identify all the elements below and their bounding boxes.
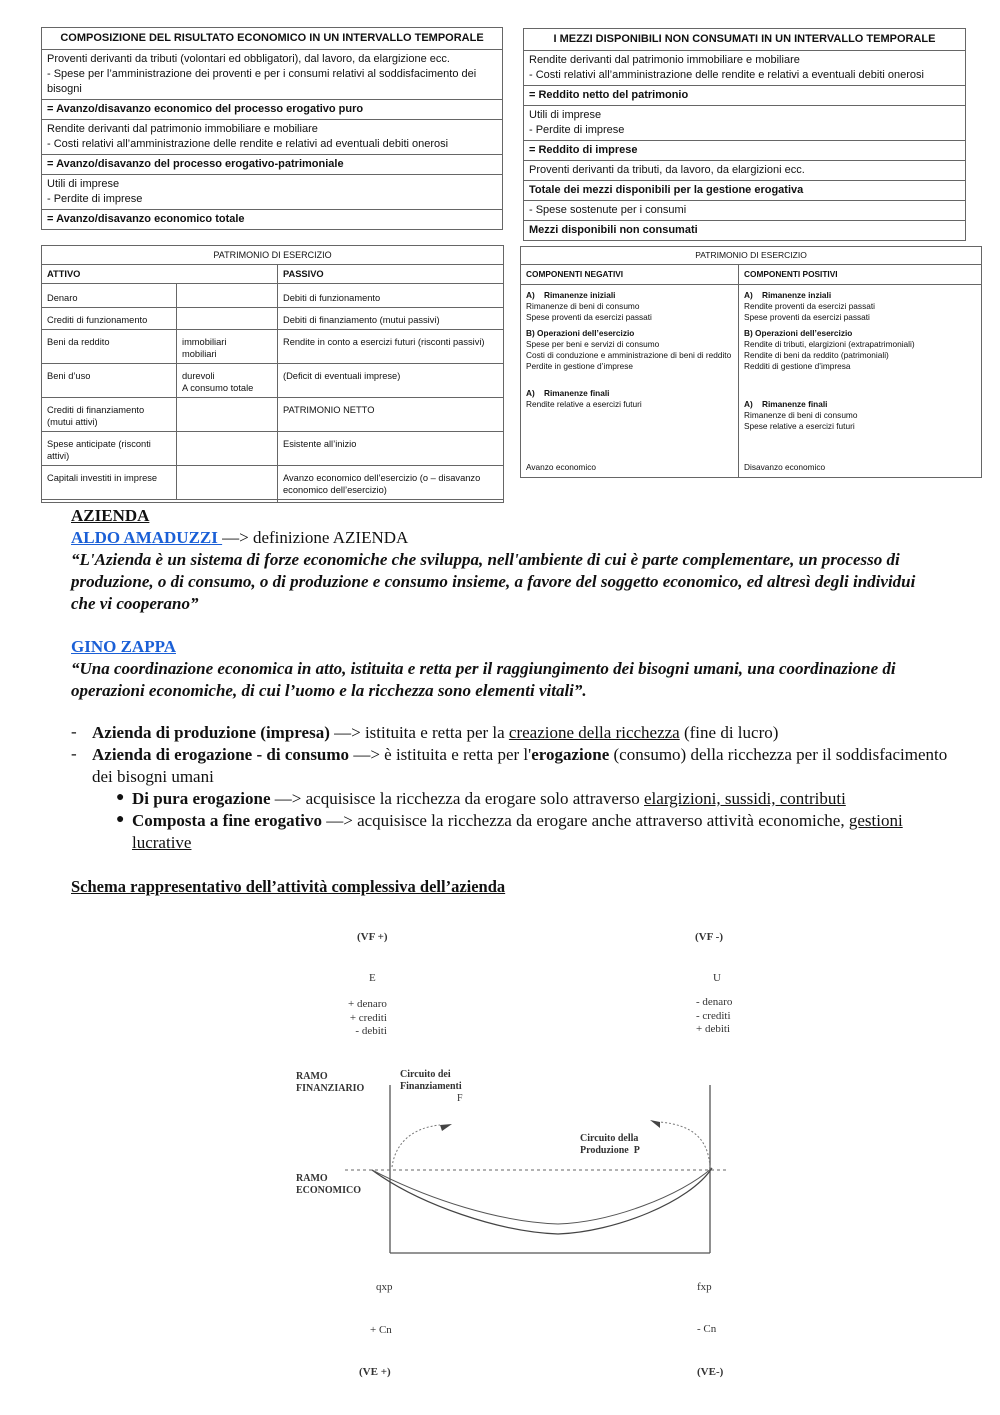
azienda-heading: AZIENDA bbox=[71, 506, 150, 525]
amaduzzi-quote: “L'Azienda è un sistema di forze economiche che sviluppa, nell'ambiente di cui è parte complementare, un processo di produzione, o di consumo, o di produzione e consumo insieme, a favore del soggetto economico, ed altresì degli individui che vi cooperano” bbox=[71, 550, 916, 613]
table-cell: = Avanzo/disavanzo economico del processo erogativo puro bbox=[42, 100, 503, 120]
circuito-produzione-label: Circuito della Produzione P bbox=[580, 1133, 640, 1156]
table-cell: immobiliari mobiliari bbox=[177, 330, 278, 364]
disavanzo-label: Disavanzo economico bbox=[744, 462, 826, 472]
passivo-header: PASSIVO bbox=[278, 265, 504, 284]
table-cell: Mezzi disponibili non consumati bbox=[524, 221, 966, 241]
table-cell: = Reddito di imprese bbox=[524, 141, 966, 161]
table-cell: PATRIMONIO NETTO bbox=[278, 398, 504, 432]
section-head: A) Rimanenze finali bbox=[744, 399, 828, 409]
right-list: - denaro - crediti + debiti bbox=[696, 996, 733, 1035]
bullet-dot: ● bbox=[116, 812, 125, 827]
table-cell: = Avanzo/disavanzo economico totale bbox=[42, 210, 503, 230]
table-cell: Rendite derivanti dal patrimonio immobiliare e mobiliare - Costi relativi all’amministrazione delle rendite e relativi ad eventuali debiti onerosi bbox=[42, 120, 503, 155]
section-lines: Rimanenze di beni di consumo Spese proventi da esercizi passati bbox=[526, 301, 652, 322]
dash-bullet: - bbox=[71, 744, 77, 763]
table-cell: Spese anticipate (risconti attivi) bbox=[42, 432, 177, 466]
table-cell: (Deficit di eventuali imprese) bbox=[278, 364, 504, 398]
production-arrow-head bbox=[650, 1120, 660, 1128]
table-cell: Rendite derivanti dal patrimonio immobiliare e mobiliare - Costi relativi all’amministrazione delle rendite e relativi a eventuali debiti onerosi bbox=[524, 51, 966, 86]
left-list: + denaro + crediti - debiti bbox=[348, 998, 387, 1037]
minus-cn-label: - Cn bbox=[697, 1323, 717, 1335]
dash-bullet: - bbox=[71, 722, 77, 741]
e-label: E bbox=[369, 972, 376, 984]
vf-minus-label: (VF -) bbox=[695, 931, 723, 943]
section-lines: Rendite proventi da esercizi passati Spese proventi da esercizi passati bbox=[744, 301, 875, 322]
table-cell: Utili di imprese - Perdite di imprese bbox=[524, 106, 966, 141]
table-cell: Debiti di finanziamento (mutui passivi) bbox=[278, 308, 504, 330]
vf-plus-label: (VF +) bbox=[357, 931, 388, 943]
list-item-pura-erogazione: Di pura erogazione —> acquisisce la ricchezza da erogare solo attraverso elargizioni, sussidi, contributi bbox=[132, 789, 846, 808]
table-cell: Crediti di funzionamento bbox=[42, 308, 177, 330]
table-cell: durevoli A consumo totale bbox=[177, 364, 278, 398]
section-head: A) Rimanenze iniziali bbox=[526, 290, 616, 300]
bullet-dot: ● bbox=[116, 790, 125, 805]
zappa-quote: “Una coordinazione economica in atto, istituita e retta per il raggiungimento dei bisogni umani, una coordinazione di operazioni economiche, di cui l’uomo e la ricchezza sono elementi vitali”. bbox=[71, 659, 896, 700]
qxp-label: qxp bbox=[376, 1281, 393, 1293]
table-title: PATRIMONIO DI ESERCIZIO bbox=[42, 246, 504, 265]
table-cell: Avanzo economico dell’esercizio (o – disavanzo economico dell’esercizio) bbox=[278, 466, 504, 500]
table-title: PATRIMONIO DI ESERCIZIO bbox=[521, 247, 982, 265]
table-cell: Rendite in conto a esercizi futuri (risconti passivi) bbox=[278, 330, 504, 364]
table-cell: Proventi derivanti da tributi, da lavoro, da elargizioni ecc. bbox=[524, 161, 966, 181]
attivo-header: ATTIVO bbox=[42, 265, 278, 284]
table-cell: Beni d’uso bbox=[42, 364, 177, 398]
production-curve-inner bbox=[372, 1168, 712, 1224]
f-label: F bbox=[457, 1093, 463, 1104]
table-cell: Utili di imprese - Perdite di imprese bbox=[42, 175, 503, 210]
table-cell: = Reddito netto del patrimonio bbox=[524, 86, 966, 106]
circuito-finanziamenti-label: Circuito dei Finanziamenti bbox=[400, 1069, 462, 1092]
fxp-label: fxp bbox=[697, 1281, 712, 1293]
table-title: COMPOSIZIONE DEL RISULTATO ECONOMICO IN UN INTERVALLO TEMPORALE bbox=[42, 28, 503, 50]
list-item-produzione: Azienda di produzione (impresa) —> istituita e retta per la creazione della ricchezza (fine di lucro) bbox=[92, 723, 779, 742]
ve-minus-label: (VE-) bbox=[697, 1366, 724, 1378]
positivi-header: COMPONENTI POSITIVI bbox=[739, 265, 982, 285]
avanzo-label: Avanzo economico bbox=[526, 462, 596, 472]
amaduzzi-link[interactable]: ALDO AMADUZZI bbox=[71, 528, 223, 547]
table-cell: Esistente all’inizio bbox=[278, 432, 504, 466]
section-lines: Rendite relative a esercizi futuri bbox=[526, 399, 642, 409]
definition-label: —> definizione AZIENDA bbox=[222, 528, 409, 547]
section-lines: Rimanenze di beni di consumo Spese relative a esercizi futuri bbox=[744, 410, 858, 431]
financing-arc bbox=[392, 1125, 440, 1167]
table-cell: Debiti di funzionamento bbox=[278, 284, 504, 308]
financing-arrow-head bbox=[440, 1124, 452, 1131]
table-cell: Beni da reddito bbox=[42, 330, 177, 364]
ve-plus-label: (VE +) bbox=[359, 1366, 391, 1378]
table-cell: = Avanzo/disavanzo del processo erogativo-patrimoniale bbox=[42, 155, 503, 175]
table-cell: Crediti di finanziamento (mutui attivi) bbox=[42, 398, 177, 432]
table-title: I MEZZI DISPONIBILI NON CONSUMATI IN UN INTERVALLO TEMPORALE bbox=[524, 29, 966, 51]
table-cell: Proventi derivanti da tributi (volontari ed obbligatori), dal lavoro, da elargizione ecc. - Spese per l’amministrazione dei proventi e per i consumi relativi al soddisfacimento dei bisogni bbox=[42, 50, 503, 100]
table-cell: Denaro bbox=[42, 284, 177, 308]
u-label: U bbox=[713, 972, 721, 984]
negativi-header: COMPONENTI NEGATIVI bbox=[521, 265, 739, 285]
zappa-link[interactable]: GINO ZAPPA bbox=[71, 637, 176, 656]
table-cell: Totale dei mezzi disponibili per la gestione erogativa bbox=[524, 181, 966, 201]
ramo-economico-label: RAMO ECONOMICO bbox=[296, 1173, 361, 1196]
list-item-erogazione: Azienda di erogazione - di consumo —> è istituita e retta per l'erogazione (consumo) della ricchezza per il soddisfacimento dei bisogni umani bbox=[92, 745, 948, 786]
production-curve-outer bbox=[372, 1168, 712, 1234]
plus-cn-label: + Cn bbox=[370, 1324, 392, 1336]
section-lines: Rendite di tributi, elargizioni (extrapatrimoniali) Rendite di beni da reddito (patrimoniali) Redditi di gestione d’impresa bbox=[744, 339, 915, 371]
ramo-finanziario-label: RAMO FINANZIARIO bbox=[296, 1071, 365, 1094]
production-arc bbox=[660, 1122, 710, 1167]
section-head: B) Operazioni dell’esercizio bbox=[526, 328, 635, 338]
table-cell: - Spese sostenute per i consumi bbox=[524, 201, 966, 221]
table-cell: Capitali investiti in imprese bbox=[42, 466, 177, 500]
section-head: B) Operazioni dell’esercizio bbox=[744, 328, 853, 338]
section-head: A) Rimanenze inziali bbox=[744, 290, 832, 300]
list-item-composta: Composta a fine erogativo —> acquisisce la ricchezza da erogare anche attraverso attività economiche, gestioni lucrative bbox=[132, 811, 903, 852]
schema-title: Schema rappresentativo dell’attività complessiva dell’azienda bbox=[71, 877, 506, 896]
section-lines: Spese per beni e servizi di consumo Costi di conduzione e amministrazione di beni di reddito Perdite in gestione d’imprese bbox=[526, 339, 732, 371]
section-head: A) Rimanenze finali bbox=[526, 388, 610, 398]
